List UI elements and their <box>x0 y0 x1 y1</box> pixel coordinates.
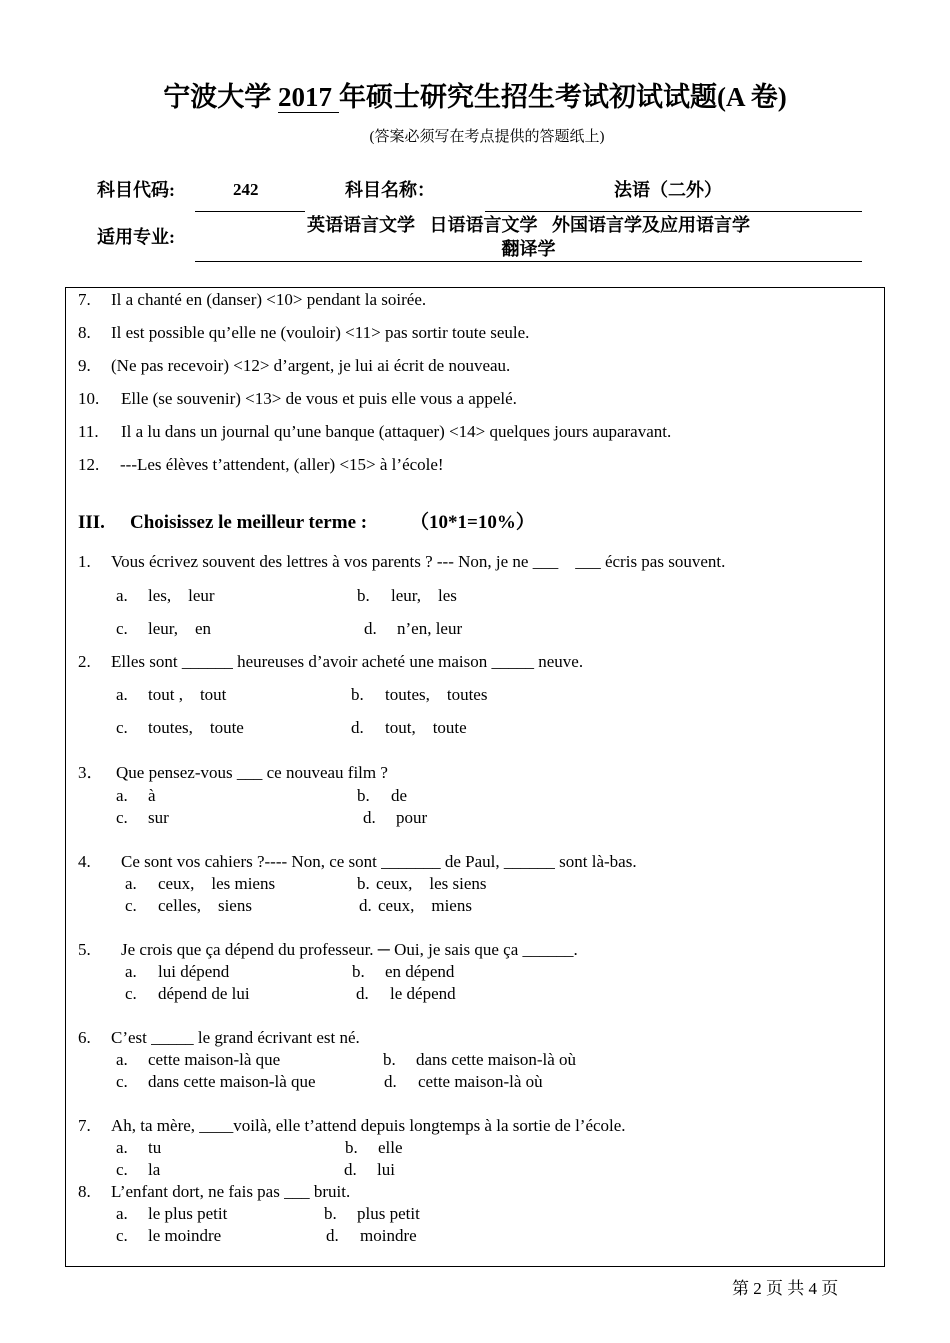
option-label: d. <box>351 718 364 737</box>
item-text: Il a lu dans un journal qu’une banque (attaquer) <14> quelques jours auparavant. <box>121 422 672 441</box>
option-text: toutes, toutes <box>385 685 488 704</box>
option-label: d. <box>359 896 372 915</box>
option-text: les, leur <box>148 586 215 605</box>
option-label: a. <box>125 962 137 981</box>
option-a <box>116 586 215 606</box>
subject-code-underline <box>195 211 305 212</box>
option-text: la <box>148 1160 161 1179</box>
option-label: d. <box>356 984 369 1003</box>
option-label: b. <box>324 1204 337 1223</box>
option-text: dépend de lui <box>158 984 250 1003</box>
option-text: à <box>148 786 156 805</box>
option-d <box>356 984 456 1004</box>
option-a <box>116 786 156 806</box>
option-text: toutes, toute <box>148 718 244 737</box>
option-text: cette maison-là que <box>148 1050 281 1069</box>
option-label: d. <box>344 1160 357 1179</box>
item-number: 8. <box>78 323 91 342</box>
option-text: dans cette maison-là que <box>148 1072 316 1091</box>
question-stem: L’enfant dort, ne fais pas ___ bruit. <box>111 1182 351 1201</box>
question-number: 5. <box>78 940 91 959</box>
question-number: 8. <box>78 1182 91 1201</box>
option-label: b. <box>352 962 365 981</box>
option-label: c. <box>125 896 137 915</box>
question-number: 1. <box>78 552 91 571</box>
option-b <box>383 1050 577 1070</box>
option-c <box>116 619 212 639</box>
option-text: leur, en <box>148 619 212 638</box>
option-text: ceux, miens <box>378 896 472 915</box>
option-label: b. <box>357 874 370 893</box>
section-title: Choisissez le meilleur terme : <box>130 512 368 533</box>
option-text: elle <box>378 1138 403 1157</box>
majors-label: 适用专业: <box>97 227 175 247</box>
option-text: le moindre <box>148 1226 222 1245</box>
option-b <box>357 786 408 806</box>
option-text: de <box>391 786 408 805</box>
option-c <box>125 984 250 1004</box>
item-number: 12. <box>78 455 100 474</box>
option-c <box>125 896 252 916</box>
option-label: c. <box>116 808 128 827</box>
option-text: en dépend <box>385 962 455 981</box>
item-text: Il a chanté en (danser) <10> pendant la soirée. <box>111 290 427 309</box>
option-c <box>116 718 244 738</box>
item-number: 7. <box>78 290 91 309</box>
option-text: ceux, les miens <box>158 874 276 893</box>
question-4 <box>0 852 950 915</box>
option-text: tu <box>148 1138 162 1157</box>
option-label: d. <box>363 808 376 827</box>
option-b <box>357 874 487 894</box>
option-label: c. <box>125 984 137 1003</box>
subject-name-underline <box>485 211 862 212</box>
option-label: a. <box>116 1138 128 1157</box>
question-7 <box>0 1116 950 1179</box>
question-number: 6. <box>78 1028 91 1047</box>
option-label: a. <box>116 685 128 704</box>
option-a <box>116 685 227 705</box>
option-label: d. <box>326 1226 339 1245</box>
answer-sheet-note: (答案必须写在考点提供的答题纸上) <box>369 129 605 145</box>
option-d <box>351 718 467 738</box>
item-number: 10. <box>78 389 100 408</box>
item-number: 9. <box>78 356 91 375</box>
question-stem: Je crois que ça dépend du professeur. ─ Oui, je sais que ça ______. <box>121 940 578 959</box>
option-d <box>359 896 472 916</box>
option-a <box>116 1050 281 1070</box>
option-a <box>125 874 276 894</box>
option-c <box>116 1160 161 1180</box>
question-1 <box>0 552 950 638</box>
item-text: ---Les élèves t’attendent, (aller) <15> à l’école! <box>120 455 444 474</box>
option-text: leur, les <box>391 586 457 605</box>
option-label: c. <box>116 1160 128 1179</box>
item-text: Il est possible qu’elle ne (vouloir) <11> pas sortir toute seule. <box>111 323 530 342</box>
item-text: Elle (se souvenir) <13> de vous et puis elle vous a appelé. <box>121 389 517 408</box>
option-text: lui dépend <box>158 962 230 981</box>
option-text: celles, siens <box>158 896 252 915</box>
majors-line-1: 英语语言文学 日语语言文学 外国语言学及应用语言学 <box>307 215 750 235</box>
option-label: a. <box>116 786 128 805</box>
exam-title-rest: 年硕士研究生招生考试初试试题(A 卷) <box>339 82 787 112</box>
question-stem: Ah, ta mère, ____voilà, elle t’attend depuis longtemps à la sortie de l’école. <box>111 1116 626 1135</box>
option-label: a. <box>116 1204 128 1223</box>
option-label: d. <box>364 619 377 638</box>
subject-code-label: 科目代码: <box>97 180 175 200</box>
subject-code: 242 <box>233 180 259 199</box>
question-stem: Elles sont ______ heureuses d’avoir acheté une maison _____ neuve. <box>111 652 584 671</box>
option-label: c. <box>116 1226 128 1245</box>
option-c <box>116 1072 316 1092</box>
question-6 <box>0 1028 950 1091</box>
option-text: tout, toute <box>385 718 467 737</box>
option-a <box>116 1204 228 1224</box>
option-label: c. <box>116 718 128 737</box>
option-label: a. <box>116 1050 128 1069</box>
exam-year: 2017 <box>278 82 339 113</box>
option-label: b. <box>357 586 370 605</box>
option-text: le plus petit <box>148 1204 228 1223</box>
option-label: b. <box>357 786 370 805</box>
option-c <box>116 808 169 828</box>
option-label: b. <box>383 1050 396 1069</box>
option-a <box>125 962 230 982</box>
question-number: 7. <box>78 1116 91 1135</box>
option-label: b. <box>345 1138 358 1157</box>
section-score: （10*1=10%） <box>410 512 535 533</box>
option-label: c. <box>116 1072 128 1091</box>
question-number: 2. <box>78 652 91 671</box>
majors-underline <box>195 261 862 262</box>
section-numeral: III. <box>78 512 105 533</box>
option-b <box>345 1138 403 1158</box>
option-a <box>116 1138 162 1158</box>
option-text: ceux, les siens <box>376 874 487 893</box>
option-d <box>363 808 428 828</box>
subject-name: 法语（二外） <box>614 180 722 200</box>
option-b <box>352 962 455 982</box>
university-name: 宁波大学 <box>163 82 272 112</box>
option-text: sur <box>148 808 169 827</box>
option-text: moindre <box>360 1226 417 1245</box>
question-5 <box>0 940 950 1003</box>
question-8 <box>0 1182 950 1245</box>
option-label: a. <box>125 874 137 893</box>
question-number: 4. <box>78 852 91 871</box>
option-d <box>326 1226 417 1246</box>
option-label: d. <box>384 1072 397 1091</box>
item-number: 11. <box>78 422 99 441</box>
option-label: a. <box>116 586 128 605</box>
subject-name-label: 科目名称： <box>345 180 435 200</box>
option-b <box>324 1204 420 1224</box>
option-label: c. <box>116 619 128 638</box>
option-d <box>364 619 463 639</box>
option-text: pour <box>396 808 428 827</box>
question-number: 3． <box>78 763 104 782</box>
option-text: le dépend <box>390 984 456 1003</box>
option-text: plus petit <box>357 1204 420 1223</box>
option-label: b. <box>351 685 364 704</box>
option-text: cette maison-là où <box>418 1072 543 1091</box>
option-d <box>344 1160 395 1180</box>
option-text: n’en, leur <box>397 619 463 638</box>
question-stem: C’est _____ le grand écrivant est né. <box>111 1028 360 1047</box>
exam-title <box>0 81 950 113</box>
option-b <box>351 685 488 705</box>
page-number: 第 2 页 共 4 页 <box>732 1279 839 1298</box>
option-text: dans cette maison-là où <box>416 1050 577 1069</box>
question-3 <box>0 763 950 827</box>
option-c <box>116 1226 222 1246</box>
option-b <box>357 586 457 606</box>
question-2 <box>0 652 950 737</box>
option-d <box>384 1072 543 1092</box>
option-text: lui <box>377 1160 395 1179</box>
option-text: tout , tout <box>148 685 227 704</box>
question-stem: Que pensez-vous ___ ce nouveau film ? <box>116 763 388 782</box>
question-stem: Vous écrivez souvent des lettres à vos parents ? --- Non, je ne ___ ___ écris pas souvent. <box>111 552 726 571</box>
item-text: (Ne pas recevoir) <12> d’argent, je lui ai écrit de nouveau. <box>111 356 511 375</box>
question-stem: Ce sont vos cahiers ?---- Non, ce sont _______ de Paul, ______ sont là-bas. <box>121 852 637 871</box>
majors-line-2: 翻译学 <box>501 239 556 259</box>
